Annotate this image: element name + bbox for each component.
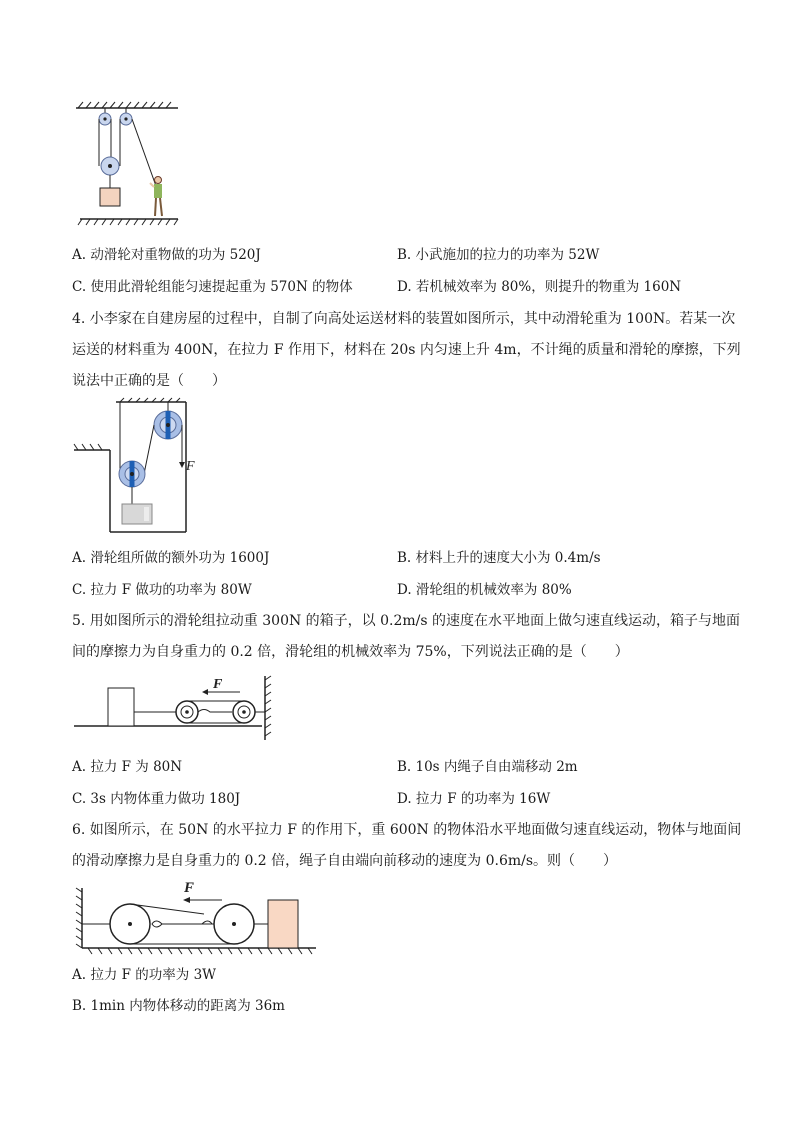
figure-q3-pulley-person (70, 98, 190, 233)
q5-option-d[interactable]: D. 拉力 F 的功率为 16W (397, 791, 551, 807)
q4-figure-f-label: F (186, 459, 195, 474)
q4-stem-line-3: 说法中正确的是（ ） (72, 373, 226, 389)
q5-figure-f-label: F (213, 677, 223, 692)
q6-stem-line-2: 的滑动摩擦力是自身重力的 0.2 倍，绳子自由端向前移动的速度为 0.6m/s。则（ ） (72, 853, 618, 869)
q3-option-a[interactable]: A. 动滑轮对重物做的功为 520J (72, 247, 261, 263)
q3-option-d[interactable]: D. 若机械效率为 80%，则提升的物重为 160N (397, 279, 682, 295)
q6-stem-line-1: 6. 如图所示，在 50N 的水平拉力 F 的作用下，重 600N 的物体沿水平地面做匀速直线运动，物体与地面间 (72, 822, 742, 838)
q5-stem-line-2: 间的摩擦力为自身重力的 0.2 倍，滑轮组的机械效率为 75%，下列说法正确的是（ ） (72, 644, 629, 660)
q6-option-b[interactable]: B. 1min 内物体移动的距离为 36m (72, 998, 285, 1014)
q3-option-c[interactable]: C. 使用此滑轮组能匀速提起重为 570N 的物体 (72, 279, 353, 295)
q5-stem-line-1: 5. 用如图所示的滑轮组拉动重 300N 的箱子，以 0.2m/s 的速度在水平地面上做匀速直线运动，箱子与地面 (72, 613, 741, 629)
q6-option-a[interactable]: A. 拉力 F 的功率为 3W (72, 967, 217, 983)
q4-option-b[interactable]: B. 材料上升的速度大小为 0.4m/s (397, 550, 601, 566)
q4-stem-line-2: 运送的材料重为 400N，在拉力 F 作用下，材料在 20s 内匀速上升 4m，不计绳的质量和滑轮的摩擦，下列 (72, 342, 741, 358)
q3-option-b[interactable]: B. 小武施加的拉力的功率为 52W (397, 247, 600, 263)
q6-figure-f-label: F (184, 880, 195, 896)
q4-option-d[interactable]: D. 滑轮组的机械效率为 80% (397, 582, 572, 598)
q4-stem-line-1: 4. 小李家在自建房屋的过程中，自制了向高处运送材料的装置如图所示，其中动滑轮重为 100N。若某一次 (72, 311, 736, 327)
figure-q6-horizontal-pulley (72, 876, 322, 956)
q5-option-a[interactable]: A. 拉力 F 为 80N (72, 759, 183, 775)
figure-q4-pulley-system (72, 398, 202, 538)
q4-option-a[interactable]: A. 滑轮组所做的额外功为 1600J (72, 550, 270, 566)
figure-q5-horizontal-pulley (72, 670, 282, 745)
q5-option-c[interactable]: C. 3s 内物体重力做功 180J (72, 791, 241, 807)
q5-option-b[interactable]: B. 10s 内绳子自由端移动 2m (397, 759, 578, 775)
q4-option-c[interactable]: C. 拉力 F 做功的功率为 80W (72, 582, 252, 598)
